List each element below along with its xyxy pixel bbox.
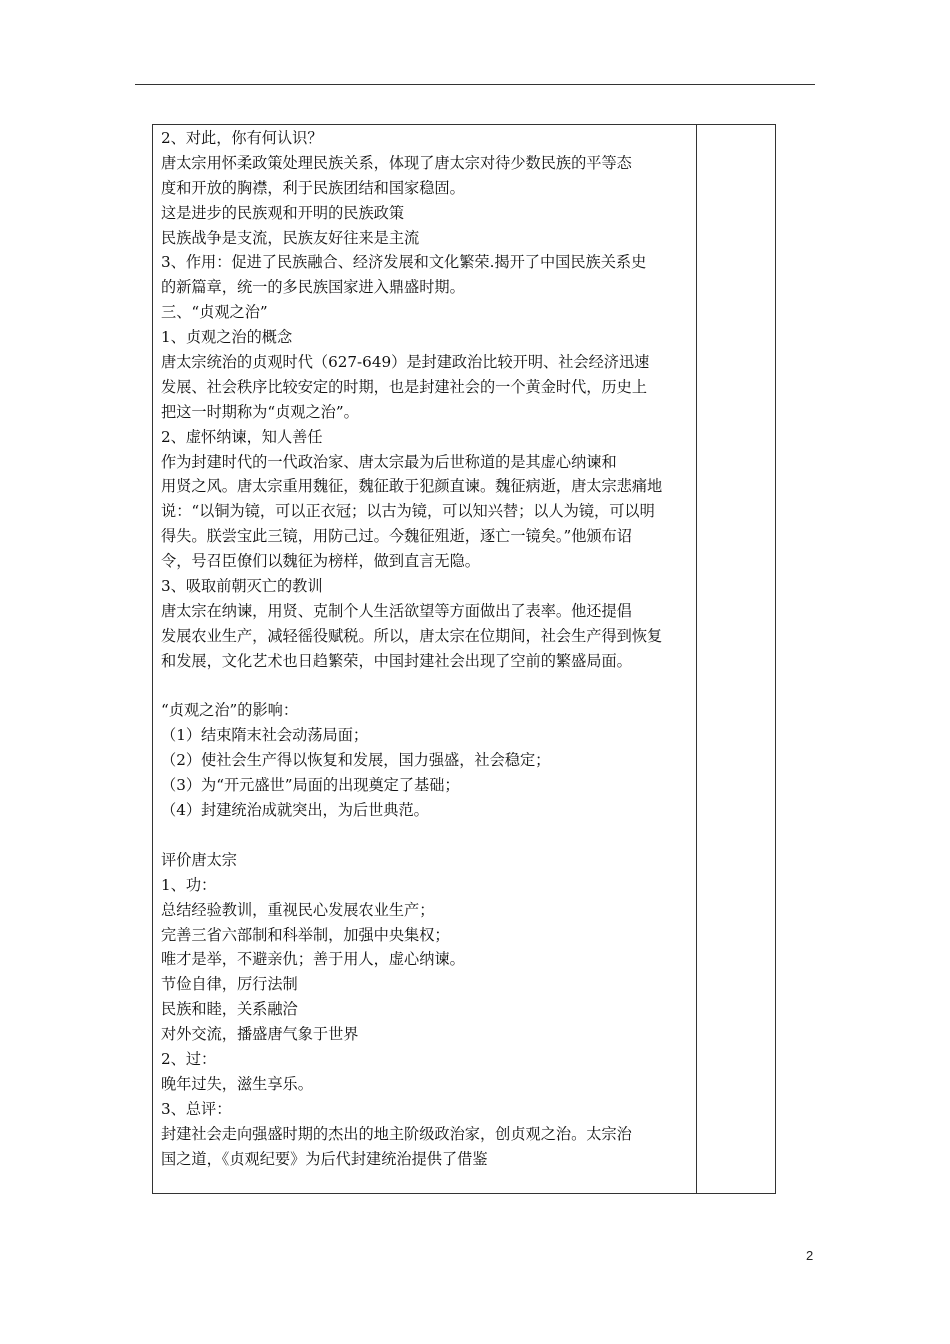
text-line: 2、过： bbox=[161, 1049, 217, 1068]
text-line: “贞观之治”的影响： bbox=[161, 701, 299, 720]
text-line: 唐太宗用怀柔政策处理民族关系，体现了唐太宗对待少数民族的平等态 bbox=[161, 153, 632, 172]
text-line: 这是进步的民族观和开明的民族政策 bbox=[161, 203, 404, 222]
text-line: 发展农业生产，减轻徭役赋税。所以，唐太宗在位期间，社会生产得到恢复 bbox=[161, 626, 663, 645]
text-line: 唯才是举，不避亲仇；善于用人，虚心纳谏。 bbox=[161, 950, 465, 969]
text-line: （2）使社会生产得以恢复和发展，国力强盛，社会稳定； bbox=[161, 751, 551, 770]
text-line: 国之道，《贞观纪要》为后代封建统治提供了借鉴 bbox=[161, 1149, 488, 1168]
text-line: 把这一时期称为“贞观之治”。 bbox=[161, 402, 359, 421]
blank-line bbox=[161, 674, 691, 699]
blank-line bbox=[161, 823, 691, 848]
text-line: 3、总评： bbox=[161, 1099, 232, 1118]
text-line: 唐太宗统治的贞观时代（627-649）是封建政治比较开明、社会经济迅速 bbox=[161, 353, 650, 372]
text-line: 的新篇章，统一的多民族国家进入鼎盛时期。 bbox=[161, 278, 465, 297]
text-line: 2、虚怀纳谏，知人善任 bbox=[161, 427, 323, 446]
lesson-content-cell bbox=[161, 126, 691, 1171]
text-line: 3、作用：促进了民族融合、经济发展和文化繁荣.揭开了中国民族关系史 bbox=[161, 253, 647, 272]
text-line: 民族战争是支流，民族友好往来是主流 bbox=[161, 228, 420, 247]
text-line: （4）封建统治成就突出，为后世典范。 bbox=[161, 801, 429, 820]
text-line: 3、吸取前朝灭亡的教训 bbox=[161, 577, 323, 596]
text-line: 三、“贞观之治” bbox=[161, 303, 268, 322]
text-line: 民族和睦，关系融洽 bbox=[161, 1000, 298, 1019]
text-line: 1、功： bbox=[161, 875, 217, 894]
text-line: 完善三省六部制和科举制，加强中央集权； bbox=[161, 925, 450, 944]
page-number: 2 bbox=[806, 1248, 814, 1263]
text-line: 1、贞观之治的概念 bbox=[161, 328, 293, 347]
text-line: 说：“以铜为镜，可以正衣冠；以古为镜，可以知兴替；以人为镜，可以明 bbox=[161, 502, 655, 521]
column-divider bbox=[696, 125, 697, 1193]
lesson-table bbox=[152, 124, 776, 1194]
text-line: 总结经验教训，重视民心发展农业生产； bbox=[161, 900, 435, 919]
text-line: 令，号召臣僚们以魏征为榜样，做到直言无隐。 bbox=[161, 552, 480, 571]
text-line: 和发展，文化艺术也日趋繁荣，中国封建社会出现了空前的繁盛局面。 bbox=[161, 651, 632, 670]
text-line: 评价唐太宗 bbox=[161, 850, 237, 869]
text-line: 节俭自律，厉行法制 bbox=[161, 975, 298, 994]
text-line: 唐太宗在纳谏，用贤、克制个人生活欲望等方面做出了表率。他还提倡 bbox=[161, 601, 632, 620]
text-line: （1）结束隋末社会动荡局面； bbox=[161, 726, 369, 745]
text-line: 得失。朕尝宝此三镜，用防己过。今魏征殂逝，逐亡一镜矣。”他颁布诏 bbox=[161, 527, 632, 546]
text-line: 晚年过失，滋生享乐。 bbox=[161, 1074, 313, 1093]
text-line: 用贤之风。唐太宗重用魏征，魏征敢于犯颜直谏。魏征病逝，唐太宗悲痛地 bbox=[161, 477, 663, 496]
text-line: 2、对此，你有何认识？ bbox=[161, 129, 323, 147]
header-rule bbox=[135, 84, 815, 85]
text-line: 作为封建时代的一代政治家、唐太宗最为后世称道的是其虚心纳谏和 bbox=[161, 452, 617, 471]
text-line: 度和开放的胸襟，利于民族团结和国家稳固。 bbox=[161, 178, 465, 197]
text-line: 发展、社会秩序比较安定的时期，也是封建社会的一个黄金时代，历史上 bbox=[161, 377, 647, 396]
text-line: （3）为“开元盛世”局面的出现奠定了基础； bbox=[161, 776, 460, 795]
text-line: 封建社会走向强盛时期的杰出的地主阶级政治家，创贞观之治。太宗治 bbox=[161, 1124, 632, 1143]
text-line: 对外交流，播盛唐气象于世界 bbox=[161, 1025, 359, 1044]
